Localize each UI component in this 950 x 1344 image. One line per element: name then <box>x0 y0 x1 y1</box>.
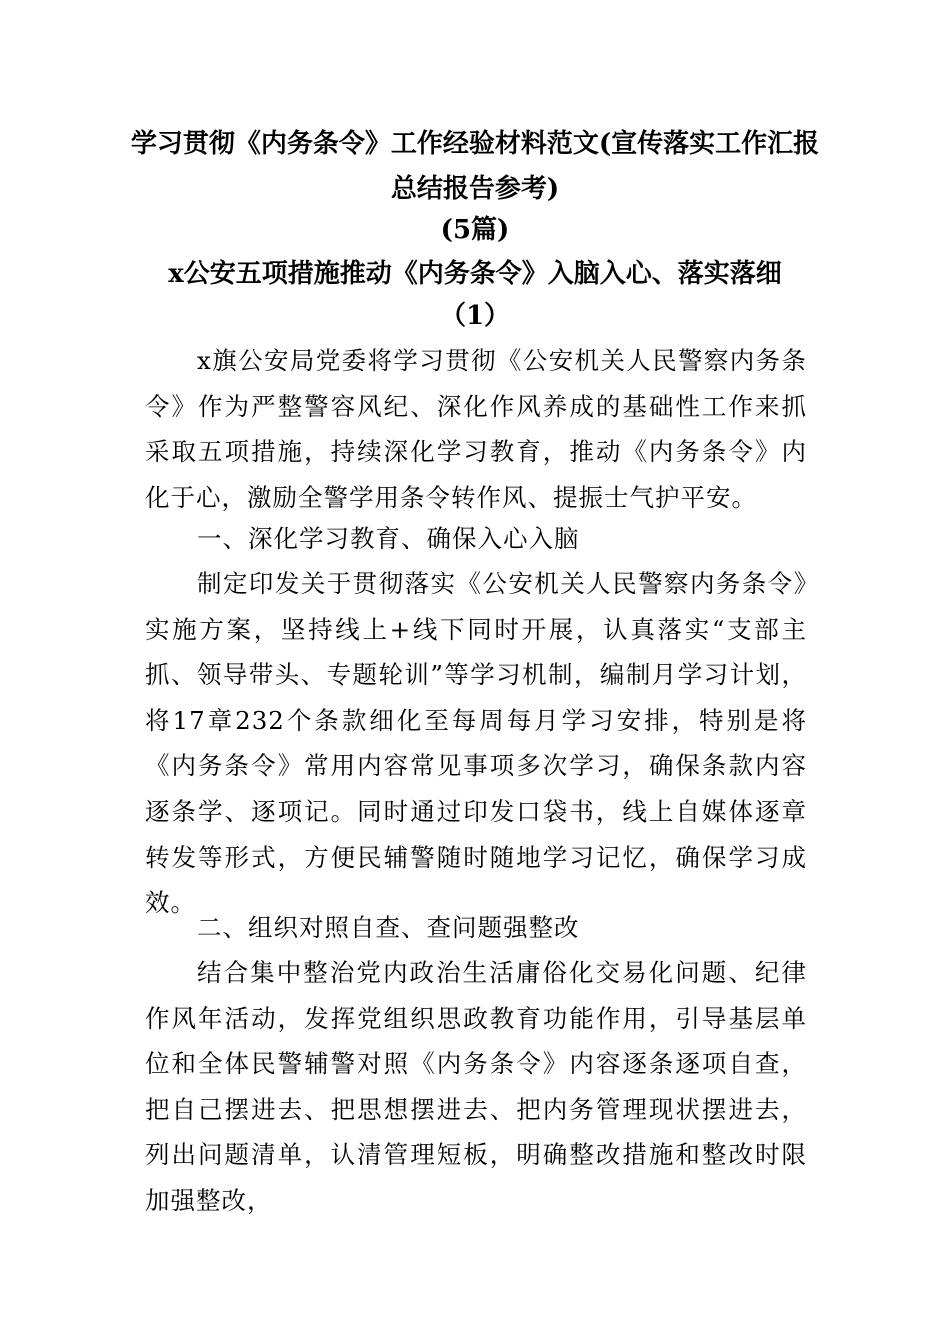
section-paragraph-1: 制定印发关于贯彻落实《公安机关人民警察内务条令》实施方案，坚持线上+线下同时开展，认真落实“支部主抓、领导带头、专题轮训”等学习机制，编制月学习计划，将17章232个条款细化至每周每月学习安排，特别是将《内务条令》常用内容常见事项多次学习，确保条款内容逐条学、逐项记。同时通过印发口袋书，线上自媒体逐章转发等形式，方便民辅警随时随地学习记忆，确保学习成效。 <box>145 569 807 918</box>
document-count: (5篇) <box>440 215 510 245</box>
document-title: 学习贯彻《内务条令》工作经验材料范文(宣传落实工作汇报总结报告参考) <box>130 129 820 204</box>
intro-paragraph: x旗公安局党委将学习贯彻《公安机关人民警察内务条令》作为严整警容风纪、深化作风养成的基础性工作来抓采取五项措施，持续深化学习教育，推动《内务条令》内化于心，激励全警学用条令转作风、提振士气护平安。 <box>145 346 807 512</box>
section-heading-1: 一、深化学习教育、确保入心入脑 <box>197 524 580 553</box>
article-number: （1） <box>439 301 511 331</box>
section-heading-2: 二、组织对照自查、查问题强整改 <box>197 913 580 942</box>
section-paragraph-2: 结合集中整治党内政治生活庸俗化交易化问题、纪律作风年活动，发挥党组织思政教育功能作用，引导基层单位和全体民警辅警对照《内务条令》内容逐条逐项自查，把自己摆进去、把思想摆进去、把内务管理现状摆进去，列出问题清单，认清管理短板，明确整改措施和整改时限加强整改， <box>145 958 807 1215</box>
article-subtitle: x公安五项措施推动《内务条令》入脑入心、落实落细 <box>168 259 782 289</box>
